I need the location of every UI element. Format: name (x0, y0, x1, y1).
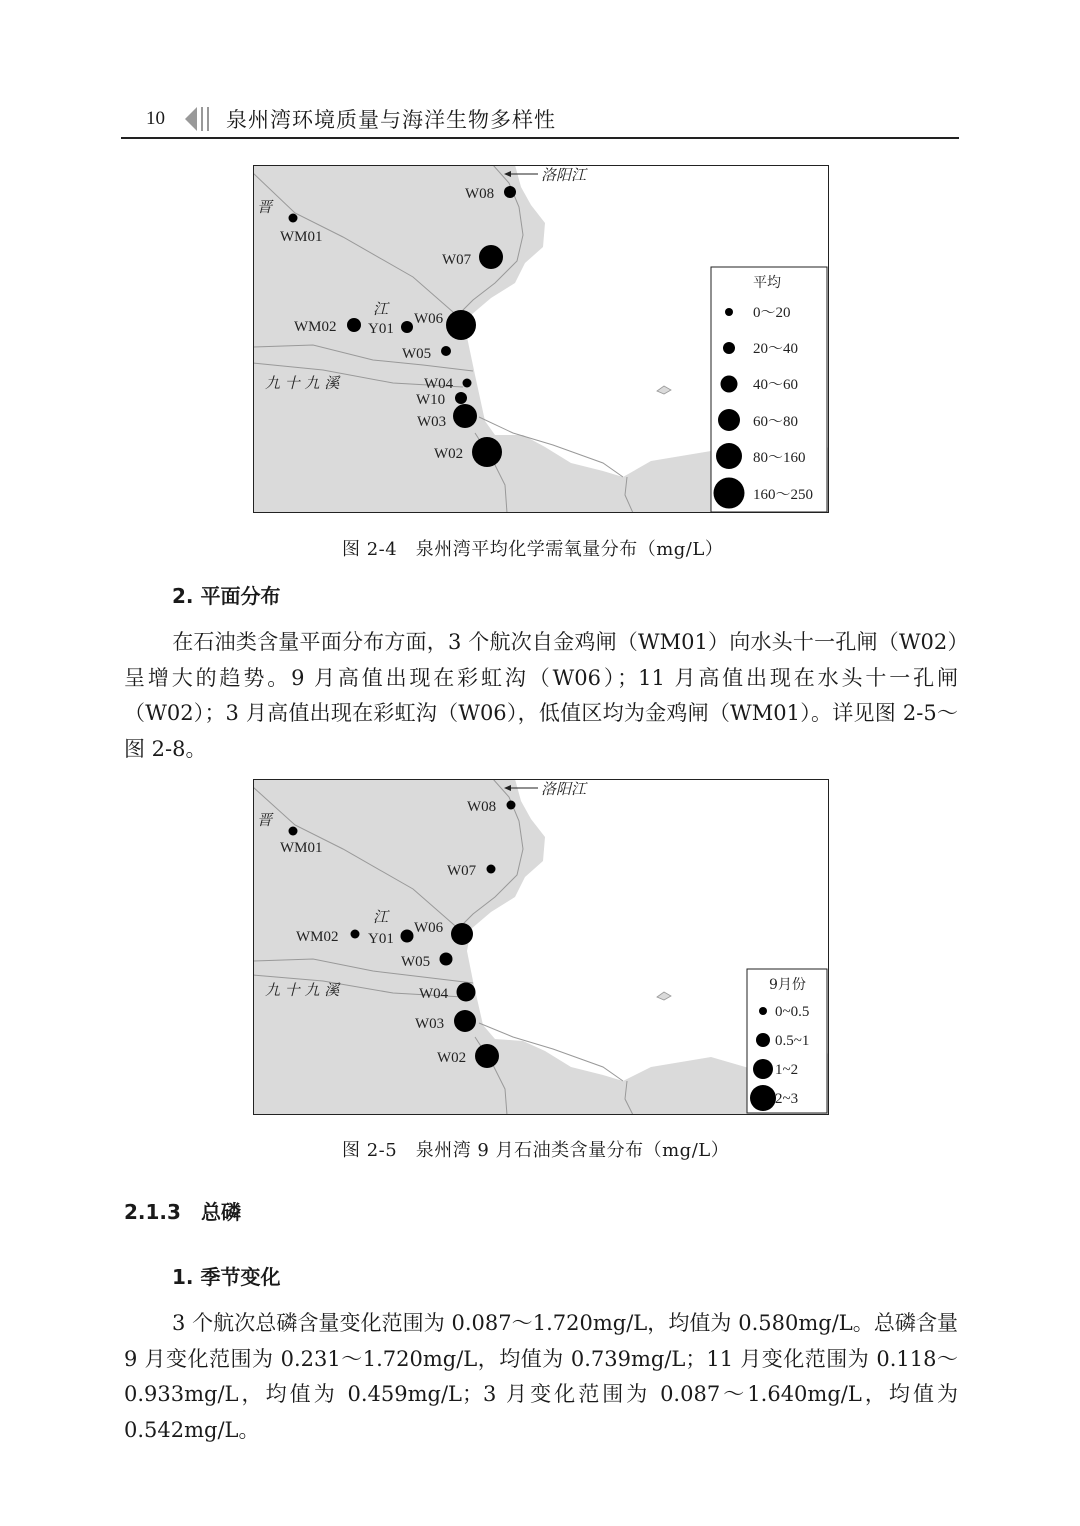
svg-text:80～160: 80～160 (753, 450, 806, 466)
paragraph-phosphorus (124, 1306, 958, 1448)
page-number: 10 (146, 108, 165, 129)
svg-text:W02: W02 (434, 446, 464, 462)
label-jiushijiu-2: 九 十 九 溪 (265, 981, 340, 999)
svg-text:W08: W08 (465, 186, 495, 202)
header-rule (121, 137, 959, 139)
heading-total-phosphorus: 2.1.3 总磷 (124, 1200, 241, 1224)
svg-text:W06: W06 (414, 311, 444, 327)
svg-text:平均: 平均 (753, 275, 781, 291)
svg-text:1~2: 1~2 (775, 1062, 799, 1078)
svg-text:W04: W04 (419, 986, 449, 1002)
label-jin: 晋 (257, 198, 273, 216)
svg-text:0~0.5: 0~0.5 (775, 1004, 810, 1020)
svg-text:W07: W07 (447, 863, 477, 879)
svg-text:W07: W07 (442, 252, 472, 268)
header-ornament (183, 106, 213, 136)
svg-text:Y01: Y01 (368, 931, 394, 947)
label-luoyang-2: 洛阳江 (541, 780, 587, 798)
label-jiang-2: 江 (373, 908, 389, 926)
svg-text:40～60: 40～60 (753, 377, 799, 393)
svg-text:9月份: 9月份 (769, 977, 806, 993)
svg-text:WM01: WM01 (280, 840, 323, 856)
svg-text:60～80: 60～80 (753, 414, 799, 430)
svg-text:WM02: WM02 (294, 319, 337, 335)
svg-text:0.5~1: 0.5~1 (775, 1033, 810, 1049)
svg-text:160～250: 160～250 (753, 487, 814, 503)
svg-text:W02: W02 (437, 1050, 467, 1066)
legend-average (711, 267, 827, 512)
svg-text:WM01: WM01 (280, 229, 323, 245)
book-title: 泉州湾环境质量与海洋生物多样性 (226, 108, 556, 132)
svg-text:W05: W05 (402, 346, 432, 362)
paragraph-phosphorus-text: 3 个航次总磷含量变化范围为 0.087～1.720mg/L，均值为 0.580mg/L。总磷含量 9 月变化范围为 0.231～1.720mg/L，均值为 0.739mg/L；11 月变化范围为 0.118～0.933mg/L，均值为 0.459mg/L；3 月变化范围为 0.087～1.640mg/L，均值为 0.542mg/L。 (124, 1311, 958, 1442)
svg-text:W04: W04 (424, 376, 454, 392)
svg-text:W06: W06 (414, 920, 444, 936)
svg-text:Y01: Y01 (368, 321, 394, 337)
paragraph-petroleum (124, 625, 958, 767)
label-jin-2: 晋 (257, 811, 273, 829)
legend-september (747, 969, 827, 1113)
label-jiushijiu: 九 十 九 溪 (265, 374, 340, 392)
station-w04 (419, 983, 476, 1003)
svg-text:2~3: 2~3 (775, 1091, 799, 1107)
svg-text:W10: W10 (416, 392, 446, 408)
figure-2-5-caption: 图 2-5 泉州湾 9 月石油类含量分布（mg/L） (342, 1140, 730, 1161)
figure-2-5-map (253, 779, 829, 1115)
svg-text:W08: W08 (467, 799, 497, 815)
svg-text:W03: W03 (415, 1016, 445, 1032)
figure-2-4-caption: 图 2-4 泉州湾平均化学需氧量分布（mg/L） (342, 539, 724, 560)
label-jiang: 江 (373, 300, 389, 318)
paragraph-petroleum-text: 在石油类含量平面分布方面，3 个航次自金鸡闸（WM01）向水头十一孔闸（W02）呈增大的趋势。9 月高值出现在彩虹沟（W06）；11 月高值出现在水头十一孔闸（W02）；3 月高值出现在彩虹沟（W06），低值区均为金鸡闸（WM01）。详见图 2-5～图 2-8。 (124, 630, 958, 761)
svg-text:0～20: 0～20 (753, 305, 791, 321)
svg-text:WM02: WM02 (296, 929, 339, 945)
label-luoyang: 洛阳江 (541, 166, 587, 184)
svg-text:20～40: 20～40 (753, 341, 799, 357)
svg-text:W05: W05 (401, 954, 431, 970)
figure-2-4-map (253, 165, 829, 513)
svg-text:W03: W03 (417, 414, 447, 430)
heading-planar-distribution: 2. 平面分布 (172, 584, 281, 608)
heading-seasonal-change: 1. 季节变化 (172, 1265, 281, 1289)
